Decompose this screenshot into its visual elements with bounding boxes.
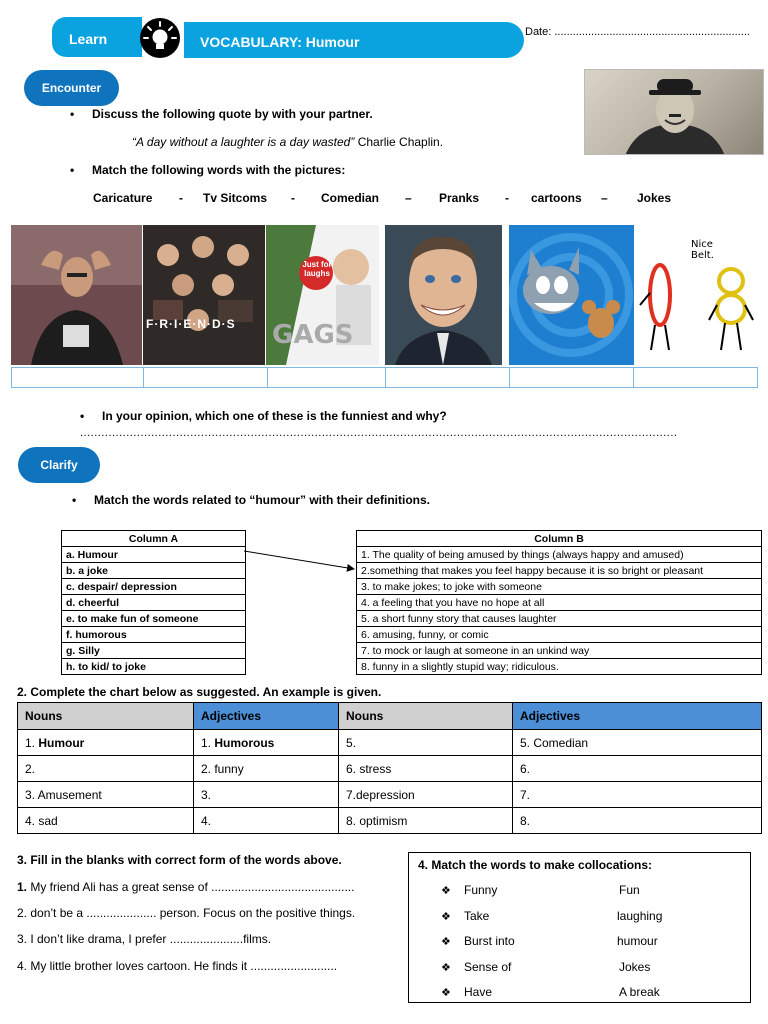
answer-cell[interactable] [510,368,634,387]
chart-cell: 2. funny [194,756,339,782]
column-a-header: Column A [62,531,246,547]
collocation-left-word: Funny [464,883,498,897]
just-for-laughs-text: Just for laughs [302,260,332,278]
answer-cell[interactable] [144,368,268,387]
column-a-item: g. Silly [62,643,246,659]
word-comedian: Comedian [321,191,380,205]
chart-cell: 5. [339,730,513,756]
word-separator: - [179,191,183,205]
friends-logo-text: F·R·I·E·N·D·S [146,317,236,331]
picture-answer-row [11,367,758,388]
answer-cell[interactable] [634,368,757,387]
chart-cell: 3. Amusement [18,782,194,808]
chart-cell: 7.depression [339,782,513,808]
chart-header: Adjectives [194,703,339,730]
title-label: VOCABULARY: Humour [200,34,360,50]
example-match-arrow [244,545,360,575]
collocation-right: A break [619,985,660,999]
collocation-left [441,934,515,948]
column-b-item: 8. funny in a slightly stupid way; ridiculous. [357,659,762,675]
clarify-pill: Clarify [18,447,100,483]
column-a-item: a. Humour [62,547,246,563]
word-tv-sitcoms: Tv Sitcoms [203,191,268,205]
diamond-bullet-icon: ❖ [441,885,451,897]
collocation-left-word: Sense of [464,960,512,974]
diamond-bullet-icon: ❖ [441,987,451,999]
chart-header: Nouns [339,703,513,730]
chart-cell: 7. [513,782,762,808]
collocation-right: humour [617,934,658,948]
collocations-heading: 4. Match the words to make collocations: [418,858,653,872]
column-a-item: c. despair/ depression [62,579,246,595]
collocation-left-word: Take [464,909,490,923]
opinion-answer-line: ........................................................................................................................................................................ [80,427,678,439]
collocation-left [441,960,511,974]
chart-cell [194,730,339,756]
chart-header: Nouns [18,703,194,730]
collocation-left [441,985,492,999]
column-b-item: 6. amusing, funny, or comic [357,627,762,643]
cell-example: Humorous [214,735,275,750]
nouns-adjectives-chart [17,702,762,834]
picture-nice-belt-joke [635,225,755,365]
column-a-item: d. cheerful [62,595,246,611]
collocation-right: Fun [619,883,640,897]
answer-cell[interactable] [386,368,510,387]
picture-comedian-man [11,225,142,365]
chart-header: Adjectives [513,703,762,730]
chart-cell: 4. [194,808,339,834]
chart-task-heading: 2. Complete the chart below as suggested. An example is given. [17,685,382,699]
pictures-strip [11,225,758,367]
lightbulb-icon [140,18,180,58]
fill-blanks-heading: 3. Fill in the blanks with correct form of the words above. [17,853,342,867]
discuss-instruction: • Discuss the following quote by with your partner. [70,107,373,121]
chart-cell [18,730,194,756]
collocation-left-word: Burst into [464,934,515,948]
word-separator: - [291,191,295,205]
word-jokes: Jokes [637,191,672,205]
learn-label: Learn [69,31,108,47]
cell-num: 1. [201,735,215,750]
page-title [184,22,524,58]
sentence-num: 1. [17,880,28,894]
date-field: Date: ................................................................ [525,26,750,38]
column-b-table [356,530,762,675]
column-b-item: 3. to make jokes; to joke with someone [357,579,762,595]
opinion-question: • In your opinion, which one of these is the funniest and why? [80,409,447,423]
column-b-header: Column B [357,531,762,547]
collocation-left-word: Have [464,985,493,999]
gags-text: GAGS [272,320,354,350]
column-a-item: e. to make fun of someone [62,611,246,627]
chart-cell: 6. stress [339,756,513,782]
word-separator: - [505,191,509,205]
quote-author: Charlie Chaplin. [357,135,444,149]
collocation-left [441,883,497,897]
nice-belt-text: Nice Belt. [691,239,714,261]
learn-tab [52,17,142,57]
picture-friends [143,225,265,365]
chart-cell: 3. [194,782,339,808]
column-b-item: 4. a feeling that you have no hope at all [357,595,762,611]
word-caricature: Caricature [93,191,153,205]
column-b-item: 1. The quality of being amused by things (always happy and amused) [357,547,762,563]
chart-cell: 6. [513,756,762,782]
match-instruction: • Match the following words with the pictures: [70,163,345,177]
column-b-item: 7. to mock or laugh at someone in an unkind way [357,643,762,659]
word-separator: – [601,191,608,205]
chart-cell: 2. [18,756,194,782]
word-pranks: Pranks [439,191,480,205]
column-a-item: f. humorous [62,627,246,643]
chart-cell: 8. [513,808,762,834]
collocation-right: Jokes [619,960,651,974]
quote-text: “A day without a laughter is a day wasted” [132,135,355,149]
column-a-item: b. a joke [62,563,246,579]
column-b-item: 5. a short funny story that causes laughter [357,611,762,627]
chart-cell: 4. sad [18,808,194,834]
answer-cell[interactable] [268,368,386,387]
fill-sentence [17,880,354,894]
picture-gags [266,225,379,365]
chart-cell: 8. optimism [339,808,513,834]
diamond-bullet-icon: ❖ [441,911,451,923]
chaplin-photo [584,69,764,155]
column-a-item: h. to kid/ to joke [62,659,246,675]
clarify-instruction: • Match the words related to “humour” with their definitions. [72,493,430,507]
column-b-item: 2.something that makes you feel happy because it is so bright or pleasant [357,563,762,579]
quote [132,135,443,149]
sentence-text: My friend Ali has a great sense of ........................................... [27,880,355,894]
collocation-right: laughing [617,909,663,923]
column-a-table [61,530,246,675]
cell-num: 1. [25,735,39,750]
word-cartoons: cartoons [531,191,582,205]
picture-caricature [385,225,502,365]
fill-sentence: 2. don’t be a ..................... person. Focus on the positive things. [17,906,356,920]
word-separator: – [405,191,412,205]
diamond-bullet-icon: ❖ [441,936,451,948]
diamond-bullet-icon: ❖ [441,962,451,974]
fill-sentence: 4. My little brother loves cartoon. He finds it .......................... [17,959,338,973]
answer-cell[interactable] [12,368,144,387]
picture-tom-and-jerry [509,225,634,365]
collocation-left [441,909,489,923]
fill-sentence: 3. I don’t like drama, I prefer ......................films. [17,932,272,946]
collocations-box [408,852,751,1003]
encounter-pill: Encounter [24,70,119,106]
chart-cell: 5. Comedian [513,730,762,756]
cell-example: Humour [38,735,85,750]
